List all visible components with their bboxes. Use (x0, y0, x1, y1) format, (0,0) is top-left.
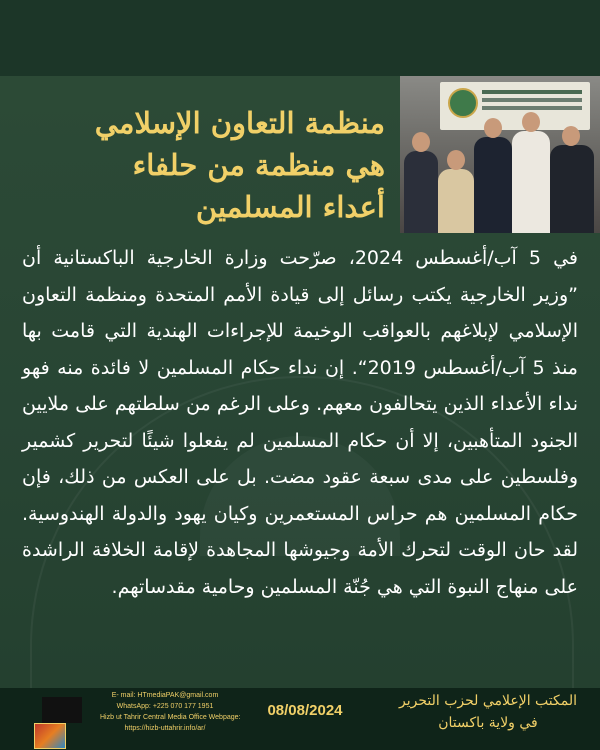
person-figure (474, 137, 512, 233)
person-head (447, 150, 465, 170)
office-line: المكتب الإعلامي لحزب التحرير (398, 693, 578, 709)
leaders-photo (400, 76, 600, 233)
title-line: منظمة التعاون الإسلامي (94, 106, 385, 140)
person-figure (550, 145, 594, 233)
person-figure (512, 131, 550, 233)
webpage-link[interactable]: https://hizb-uttahrir.info/ar/ (124, 725, 206, 732)
office-line: في ولاية باكستان (438, 715, 538, 731)
title-line: هي منظمة من حلفاء (132, 148, 385, 182)
person-head (484, 118, 502, 138)
oic-emblem-icon (448, 88, 478, 118)
flag-logo-icon (42, 697, 82, 723)
top-band (0, 0, 600, 76)
person-head (412, 132, 430, 152)
person-head (522, 112, 540, 132)
media-office-label (388, 690, 588, 734)
webpage-label: Hizb ut Tahrir Central Media Office Webpage: (100, 714, 241, 721)
contact-info (100, 690, 241, 734)
banner-text-lines (482, 90, 582, 94)
media-office-badge-icon (34, 723, 66, 749)
email-text: E- mail: HTmediaPAK@gmail.com (111, 692, 219, 699)
person-figure (404, 151, 438, 233)
person-figure (438, 169, 474, 233)
article-title (55, 102, 385, 228)
person-head (562, 126, 580, 146)
publish-date: 08/08/2024 (267, 702, 343, 719)
whatsapp-text: WhatsApp: +225 070 177 1951 (116, 703, 214, 710)
article-body: في 5 آب/أغسطس 2024، صرّحت وزارة الخارجية الباكستانية أن ”وزير الخارجية يكتب رسائل إلى قيادة الأمم المتحدة ومنظمة التعاون الإسلامي لإبلاغهم بالعواقب الوخيمة للإجراءات الهندية التي قامت بها منذ 5 آب/أغسطس 2019“. إن نداء حكام المسلمين لا فائدة منه فهو نداء الأعداء الذين يتحالفون معهم. وعلى الرغم من سلطتهم على ملايين الجنود المتأهبين، إلا أن حكام المسلمين لم يفعلوا شيئًا لتحرير كشمير وفلسطين على مدى سبعة عقود مضت. بل على العكس من ذلك، فإن حكام المسلمين هم حراس المستعمرين وكيان يهود والدولة الهندوسية. لقد حان الوقت لتحرك الأمة وجيوشها المجاهدة لإقامة الخلافة الراشدة على منهاج النبوة التي هي جُنّة المسلمين وحامية مقدساتهم. (22, 247, 578, 598)
title-line: أعداء المسلمين (195, 190, 385, 224)
